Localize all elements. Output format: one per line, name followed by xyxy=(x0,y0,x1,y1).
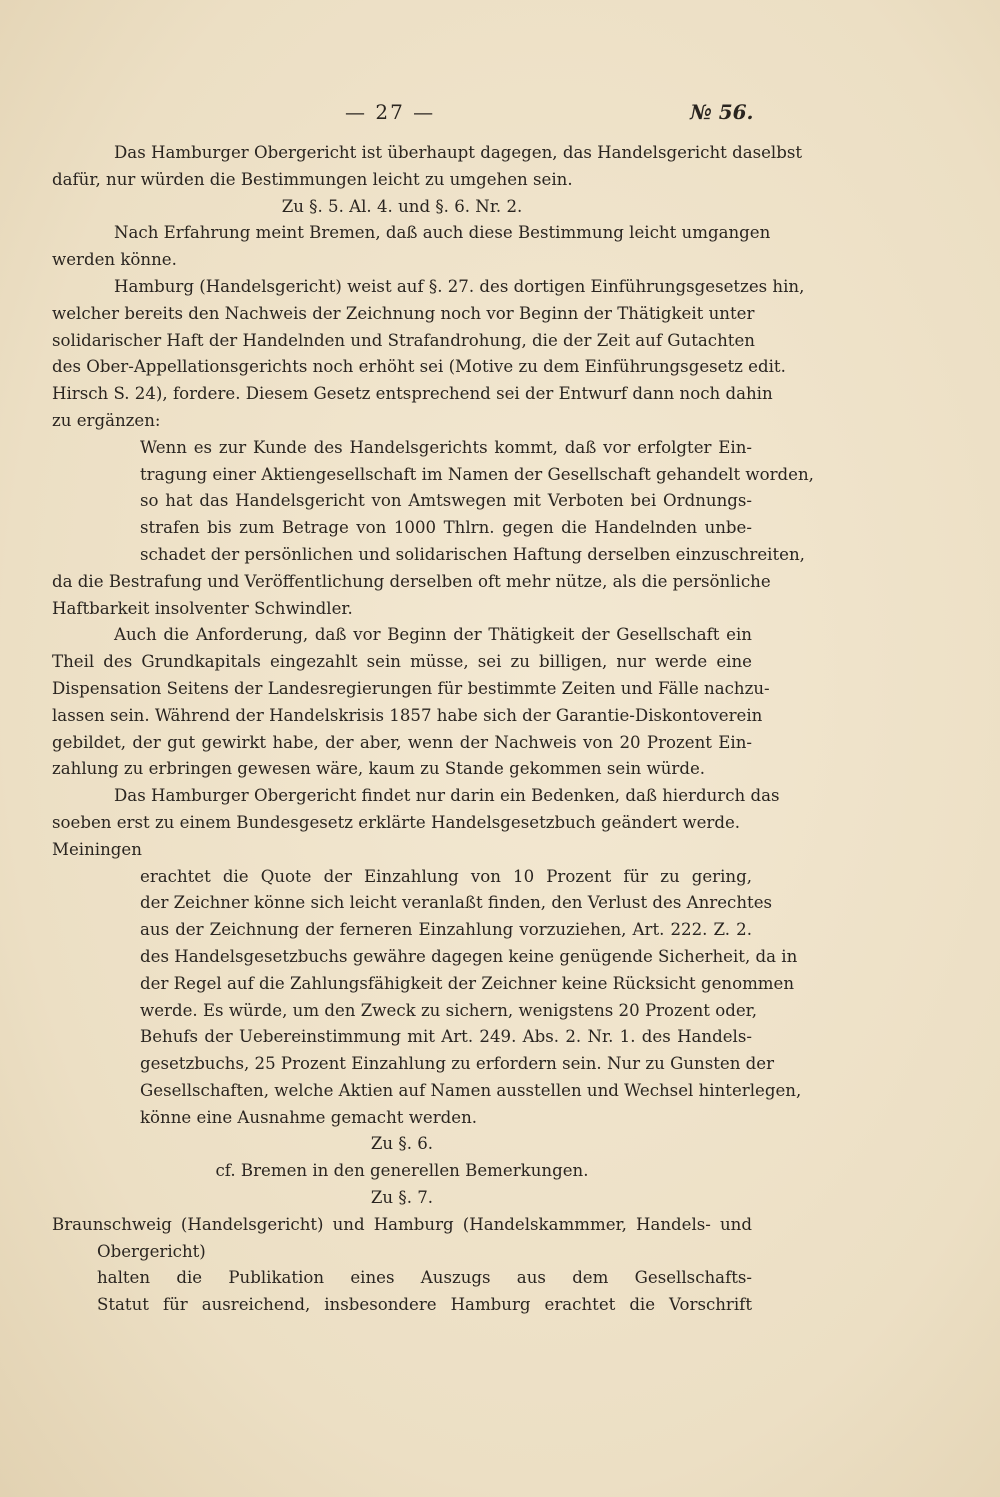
quote-line: strafen bis zum Betrage von 1000 Thlrn. gegen die Handelnden unbe- xyxy=(140,518,752,538)
text-line: Dispensation Seitens der Landesregierungen für bestimmte Zeiten und Fälle nachzu- xyxy=(52,678,770,698)
text-line: aus der Zeichnung der ferneren Einzahlung vorzuziehen, Art. 222. Z. 2. xyxy=(140,920,752,940)
text-line: erachtet die Quote der Einzahlung von 10 Prozent für zu gering, xyxy=(140,866,752,886)
text-line: werde. Es würde, um den Zweck zu sichern, wenigstens 20 Prozent oder, xyxy=(140,1000,758,1020)
text-line: Das Hamburger Obergericht ist überhaupt dagegen, das Handelsgericht daselbst xyxy=(114,143,803,162)
text-line: Auch die Anforderung, daß vor Beginn der Thätigkeit der Gesellschaft ein xyxy=(114,625,752,645)
text-line: cf. Bremen in den generellen Bemerkungen. xyxy=(215,1161,589,1181)
body-text xyxy=(52,140,814,1319)
quote-line: Wenn es zur Kunde des Handelsgerichts kommt, daß vor erfolgter Ein- xyxy=(140,437,752,457)
text-line: dafür, nur würden die Bestimmungen leicht zu umgehen sein. xyxy=(52,169,573,189)
text-line: der Zeichner könne sich leicht veranlaßt finden, den Verlust des Anrechtes xyxy=(140,893,773,913)
text-line: Behufs der Uebereinstimmung mit Art. 249. Abs. 2. Nr. 1. des Handels- xyxy=(140,1027,752,1047)
text-line: Braunschweig (Handelsgericht) und Hamburg (Handelskammmer, Handels- und xyxy=(52,1214,752,1234)
quote-line: schadet der persönlichen und solidarischen Haftung derselben einzuschreiten, xyxy=(140,544,805,564)
page-number: — 27 — xyxy=(345,100,436,124)
text-line: zahlung zu erbringen gewesen wäre, kaum zu Stande gekommen sein würde. xyxy=(52,759,706,779)
text-line: soeben erst zu einem Bundesgesetz erklärte Handelsgesetzbuch geändert werde. xyxy=(52,812,741,832)
text-line: solidarischer Haft der Handelnden und Strafandrohung, die der Zeit auf Gutachten xyxy=(52,330,755,350)
text-line: der Regel auf die Zahlungsfähigkeit der Zeichner keine Rücksicht genommen xyxy=(140,973,795,993)
state-heading-meiningen: Meiningen xyxy=(52,839,142,859)
text-line: werden könne. xyxy=(52,250,177,270)
text-line: gebildet, der gut gewirkt habe, der aber, wenn der Nachweis von 20 Prozent Ein- xyxy=(52,732,752,752)
text-line: Nach Erfahrung meint Bremen, daß auch diese Bestimmung leicht umgangen xyxy=(114,223,771,243)
text-line: halten die Publikation eines Auszugs aus dem Gesellschafts- xyxy=(97,1268,752,1288)
text-line: Statut für ausreichend, insbesondere Hamburg erachtet die Vorschrift xyxy=(97,1295,752,1315)
text-line: Obergericht) xyxy=(97,1241,206,1261)
text-line: da die Bestrafung und Veröffentlichung derselben oft mehr nütze, als die persönliche xyxy=(52,571,771,591)
text-line: Theil des Grundkapitals eingezahlt sein müsse, sei zu billigen, nur werde eine xyxy=(52,652,752,672)
section-heading: Zu §. 7. xyxy=(370,1188,434,1208)
section-heading: Zu §. 6. xyxy=(370,1134,434,1154)
text-line: welcher bereits den Nachweis der Zeichnung noch vor Beginn der Thätigkeit unter xyxy=(52,303,755,323)
text-line: könne eine Ausnahme gemacht werden. xyxy=(140,1107,478,1127)
text-line: Das Hamburger Obergericht findet nur darin ein Bedenken, daß hierdurch das xyxy=(114,786,780,806)
quote-line: tragung einer Aktiengesellschaft im Namen der Gesellschaft gehandelt worden, xyxy=(140,464,814,484)
section-heading: Zu §. 5. Al. 4. und §. 6. Nr. 2. xyxy=(281,196,523,216)
text-line: Hirsch S. 24), fordere. Diesem Gesetz entsprechend sei der Entwurf dann noch dahin xyxy=(52,384,773,404)
page-header xyxy=(0,100,1000,130)
text-line: gesetzbuchs, 25 Prozent Einzahlung zu erfordern sein. Nur zu Gunsten der xyxy=(140,1054,775,1074)
text-line: des Ober-Appellationsgerichts noch erhöht sei (Motive zu dem Einführungsgesetz edit. xyxy=(52,357,786,377)
text-line: zu ergänzen: xyxy=(52,410,161,430)
text-line: lassen sein. Während der Handelskrisis 1857 habe sich der Garantie-Diskontoverein xyxy=(52,705,763,725)
document-number: № 56. xyxy=(690,100,754,124)
text-line: Haftbarkeit insolventer Schwindler. xyxy=(52,598,353,618)
quote-line: so hat das Handelsgericht von Amtswegen mit Verboten bei Ordnungs- xyxy=(140,491,752,511)
text-line: Gesellschaften, welche Aktien auf Namen ausstellen und Wechsel hinterlegen, xyxy=(140,1080,802,1100)
text-line: des Handelsgesetzbuchs gewähre dagegen keine genügende Sicherheit, da in xyxy=(140,946,798,966)
text-line: Hamburg (Handelsgericht) weist auf §. 27. des dortigen Einführungsgesetzes hin, xyxy=(114,276,805,296)
